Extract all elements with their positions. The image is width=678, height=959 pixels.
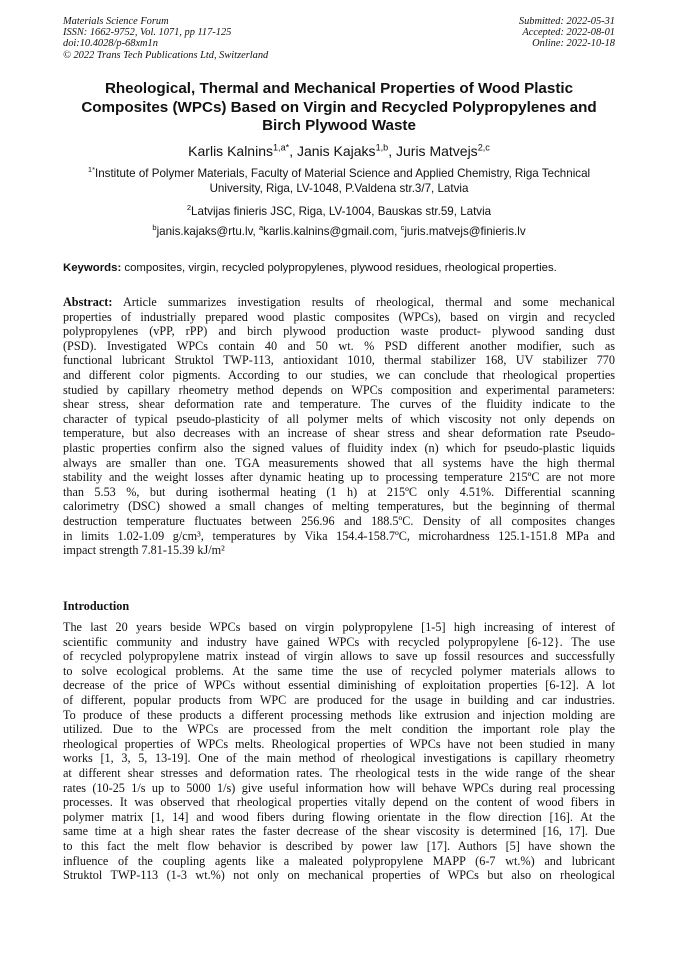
email-mark: b: [152, 223, 157, 233]
author-emails: [60, 225, 618, 240]
abstract-line: destruction temperature fluctuates between 256.96 and 188.5ºC. Density of all composites changes: [63, 513, 615, 528]
abstract-line: properties of industrially prepared wood plastic composites (WPCs), based on virgin and recycled: [63, 309, 615, 324]
keywords-label: Keywords:: [63, 262, 122, 274]
journal-info: [63, 16, 268, 61]
introduction-line: To produce of these products a different processing methods like extrusion and injection molding are: [63, 707, 615, 722]
author-name: , Janis Kajaks: [289, 143, 376, 159]
abstract-line: and different color pigments. According to our studies, we can conclude that rheological properties: [63, 367, 615, 382]
paper-title: [60, 80, 618, 136]
email-mark: c: [400, 223, 405, 233]
abstract-line: (PSD). Investigated WPCs contain 40 and 50 wt. % PSD different another modifier, such as: [63, 338, 615, 353]
author-name: , Juris Matvejs: [388, 143, 478, 159]
introduction-line: of different, popular products from WPC are produced for the usage in building and car industries.: [63, 692, 615, 707]
introduction-line: same time at a high shear rates the faster decrease of the shear viscosity is determined [16, 17]. Due: [63, 824, 615, 839]
introduction-line: influence of the coupling agents like a maleated polypropylene MAPP (6-7 wt.%) and lubricant: [63, 853, 615, 868]
introduction-line: utilized. Due to the WPCs are processed from the melt condition the important role play the: [63, 722, 615, 737]
journal-doi: doi:10.4028/p-68xm1n: [63, 38, 158, 50]
introduction-line: Struktol TWP-113 (1-3 wt.%) not only on mechanical properties of WPCs but also on rheological: [63, 868, 615, 883]
abstract-line: shear stress, shear deformation rate and temperature. The curves of the fluidity indicate to the: [63, 397, 615, 412]
affiliation-text: Institute of Polymer Materials, Faculty of Material Science and Applied Chemistry, Riga Technical: [95, 167, 591, 180]
email-address: janis.kajaks@rtu.lv,: [156, 225, 259, 238]
author-list: [60, 143, 618, 160]
title-line: Rheological, Thermal and Mechanical Properties of Wood Plastic: [104, 80, 574, 97]
introduction-line: decrease of the price of WPCs without essential diminishing of exploitation properties [6-12]. A lot: [63, 678, 615, 693]
affiliation-mark: 2: [186, 203, 192, 213]
introduction-text: [63, 620, 615, 883]
section-heading-introduction: Introduction: [63, 599, 130, 613]
introduction-line: scientific community and industry have gained WPCs with recycled polypropylene [6-12}. The use: [63, 634, 615, 649]
introduction-line: rates (10-25 1/s up to 5000 1/s) give useful information how will behave WPCs during real processing: [63, 780, 615, 795]
abstract-line: than 5.53 %, but during isothermal heating (1 h) at 215ºC only 4.51%. Differential scanning: [63, 484, 615, 499]
title-line: Birch Plywood Waste: [262, 117, 416, 134]
introduction-line: polymer matrix [1, 14] and wood fibers during flowing orientate in the flow direction [16]. At the: [63, 809, 615, 824]
author-affiliation-mark: 1,b: [375, 142, 389, 153]
journal-issn: ISSN: 1662-9752, Vol. 1071, pp 117-125: [63, 27, 232, 39]
publication-dates: [519, 16, 615, 50]
introduction-line: to solve ecological problems. At the same time the use of recycled polymer materials allows to: [63, 663, 615, 678]
introduction-line: to this fact the melt flow behavior is described by power law [17]. Authors [5] have shown the: [63, 838, 615, 853]
abstract: [63, 295, 615, 558]
journal-copyright: © 2022 Trans Tech Publications Ltd, Switzerland: [63, 49, 269, 61]
author-affiliation-mark: 1,a*: [273, 142, 290, 153]
abstract-line: plastic properties confirm also the signed values of fluidity index (n) which for pseudo-plastic liquids: [63, 440, 615, 455]
abstract-line: stability and the weight losses after dynamic heating up to processing temperature 215ºC are not more: [63, 470, 615, 485]
introduction-line: works [1, 3, 5, 13-19]. One of the main method of rheological investigations is capillary rheometry: [63, 751, 615, 766]
email-address: juris.matvejs@finieris.lv: [404, 225, 526, 238]
affiliation-text: Latvijas finieris JSC, Riga, LV-1004, Bauskas str.59, Latvia: [191, 205, 492, 218]
abstract-line: polypropylenes (vPP, rPP) and birch plywood production waste product- plywood sanding dust: [63, 324, 615, 339]
keywords-text: composites, virgin, recycled polypropylenes, plywood residues, rheological properties.: [121, 262, 557, 274]
abstract-line: functional lubricant Struktol TWP-113, antioxidant 1010, thermal stabilizer 168, UV stabilizer 770: [63, 353, 615, 368]
journal-name: Materials Science Forum: [63, 16, 169, 27]
abstract-line: studied by capillary rheometry method depends on WPCs composition and experimental parameters:: [63, 382, 615, 397]
submitted-date: Submitted: 2022-05-31: [518, 16, 615, 27]
introduction-line: of recycled polypropylene matrix instead of virgin allows to save up fossil resources and successfully: [63, 649, 615, 664]
abstract-line: always are smaller than one. TGA measurements showed that all systems have the high thermal: [63, 455, 615, 470]
email-address: karlis.kalnins@gmail.com,: [263, 225, 401, 238]
email-mark: a: [258, 223, 264, 233]
abstract-line: impact strength 7.81-15.39 kJ/m²: [63, 543, 225, 558]
abstract-line: temperature, but also decreases with an increase of shear stress and shear deformation rate Pseudo-: [63, 426, 615, 441]
introduction-line: The last 20 years beside WPCs based on virgin polypropylene [1-5] high increasing of interest of: [63, 620, 615, 634]
author-affiliation-mark: 2,c: [477, 142, 490, 153]
affiliation-mark: 1*: [87, 165, 95, 175]
introduction-line: rheological properties of WPCs melts. Rheological properties of WPCs have not been studied in many: [63, 736, 615, 751]
affiliation-2: [60, 205, 618, 220]
abstract-line: calorimetry (DSC) showed a small changes of melting temperatures, but the beginning of thermal: [63, 499, 615, 514]
abstract-line: in limits 1.02-1.09 g/cm³, temperatures by Vika 154.4-158.7ºC, microhardness 125.1-151.8 MPa and: [63, 528, 615, 543]
abstract-line: Abstract: Article summarizes investigation results of rheological, thermal and some mechanical: [63, 295, 615, 309]
abstract-line: character of typical pseudo-plasticity of all polymer melts of which viscosity not only depends on: [63, 411, 615, 426]
keywords: [63, 261, 615, 275]
author-name: Karlis Kalnins: [188, 143, 273, 159]
title-line: Composites (WPCs) Based on Virgin and Recycled Polypropylenes and: [81, 98, 597, 116]
abstract-label: Abstract:: [63, 295, 113, 309]
introduction-line: at different shear stresses and deformation rates. The rheological tests in the wide range of the shear: [63, 765, 615, 780]
affiliation-text: University, Riga, LV-1048, P.Valdena str.3/7, Latvia: [209, 181, 469, 195]
affiliation-1: [60, 167, 618, 196]
introduction-line: processes. It was observed that rheological properties vitally depend on the content of wood fibers in: [63, 795, 615, 810]
accepted-date: Accepted: 2022-08-01: [522, 27, 615, 39]
online-date: Online: 2022-10-18: [532, 38, 615, 50]
